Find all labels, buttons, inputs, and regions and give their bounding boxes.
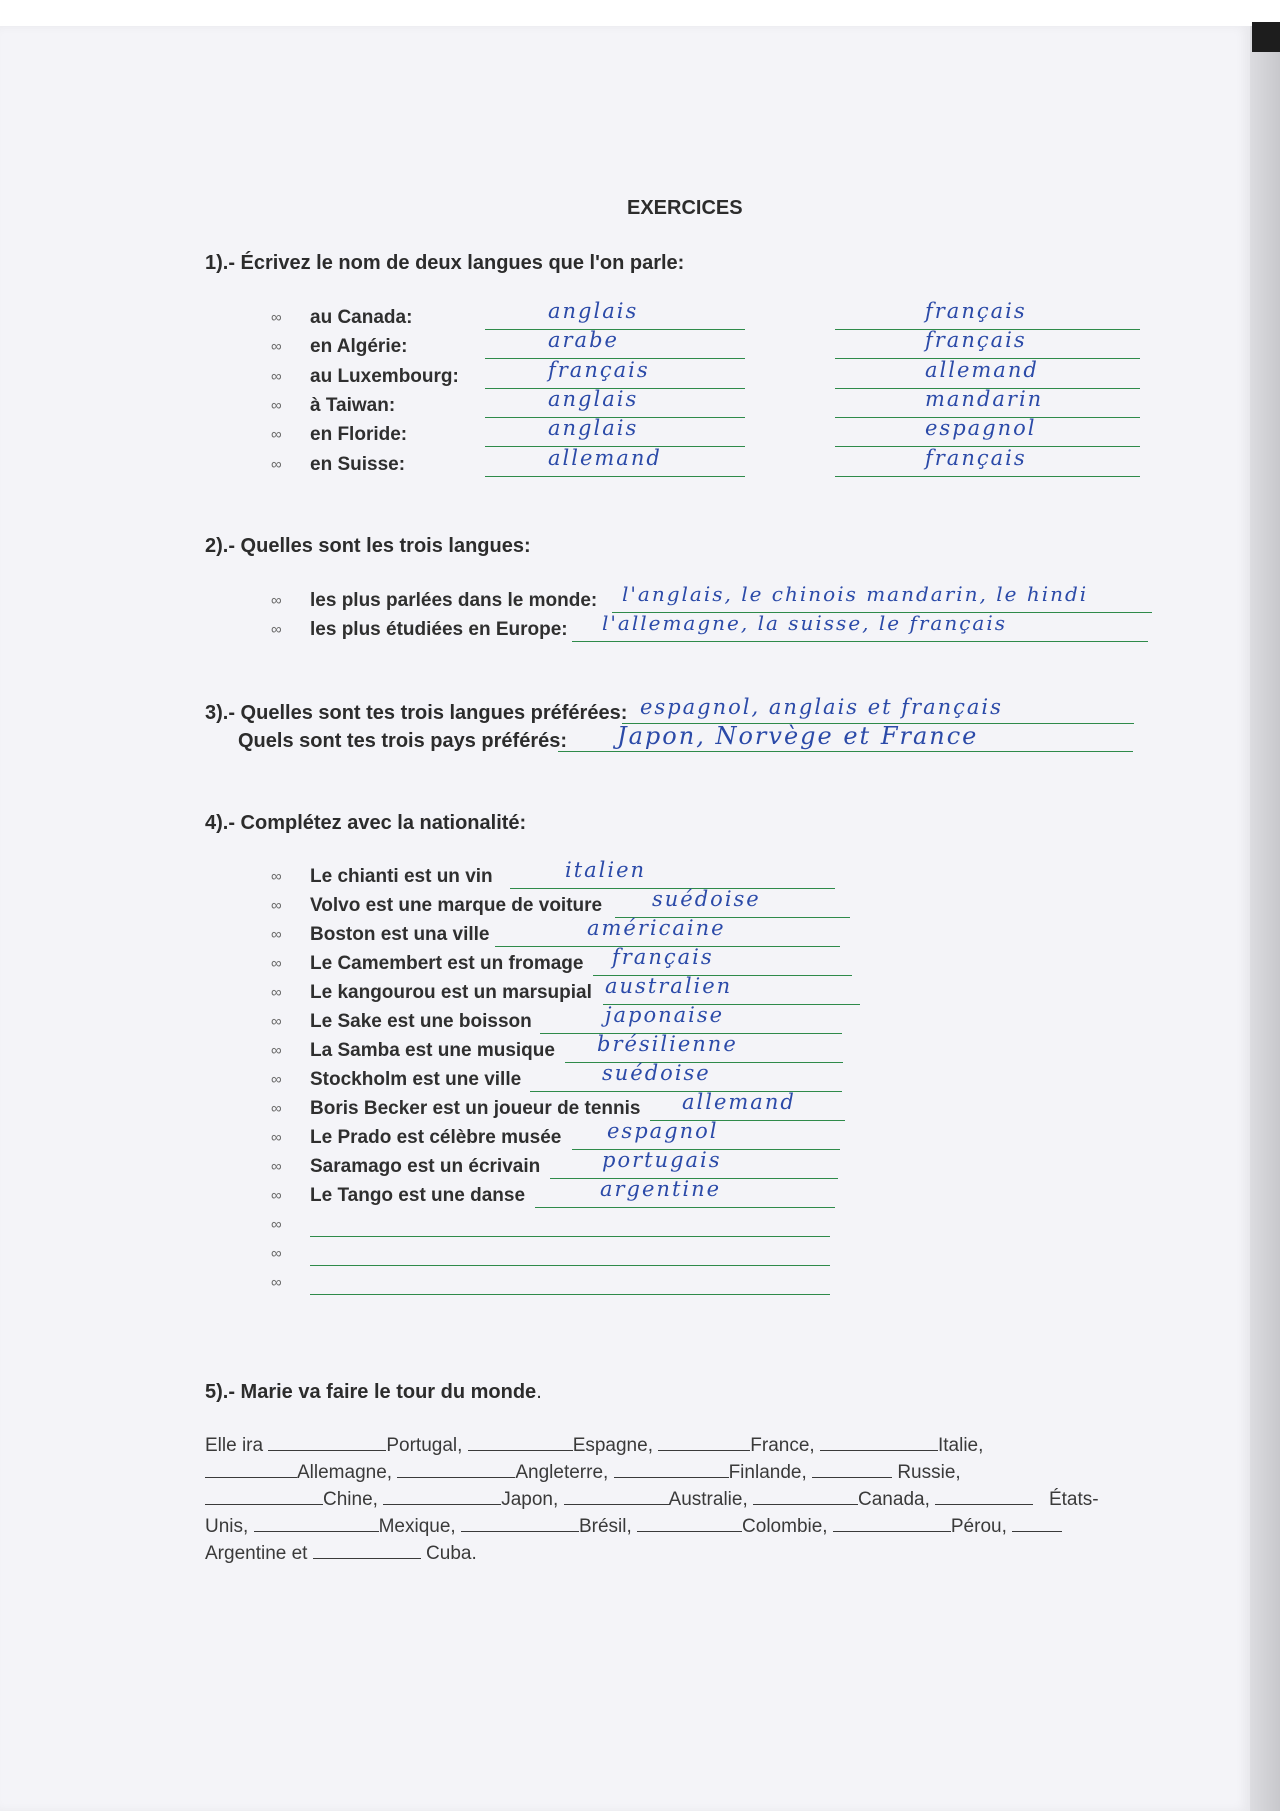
country-canada: Canada, [858, 1489, 930, 1510]
answer-favorite-countries: Japon, Norvège et France [617, 722, 979, 750]
answer-line [835, 476, 1140, 477]
question-label: les plus étudiées en Europe: [310, 619, 568, 640]
answer-nationality: argentine [600, 1177, 722, 1201]
blank [461, 1513, 579, 1532]
exercise-3-question-countries: Quels sont tes trois pays préférés: [238, 730, 568, 752]
blank [614, 1459, 729, 1478]
bullet-icon: ∞ [271, 1129, 282, 1146]
country-argentine: Argentine et [205, 1543, 308, 1564]
blank [254, 1513, 379, 1532]
answer-line [535, 1207, 835, 1208]
bullet-icon: ∞ [271, 1216, 282, 1233]
blank [564, 1486, 669, 1505]
answer-nationality: portugais [602, 1148, 722, 1172]
answer-language-1: anglais [548, 386, 639, 411]
country-angleterre: Angleterre, [515, 1462, 609, 1483]
country-bresil: Brésil, [578, 1516, 632, 1537]
bullet-icon: ∞ [271, 621, 282, 638]
answer-nationality: brésilienne [597, 1032, 738, 1056]
place-label: au Luxembourg: [310, 365, 459, 387]
answer-nationality: italien [565, 858, 647, 882]
answer-language-1: anglais [548, 416, 639, 441]
country-espagne: Espagne, [572, 1435, 653, 1456]
sentence-prompt: Le chianti est un vin [310, 866, 493, 887]
blank [313, 1540, 421, 1559]
answer-language-1: allemand [548, 445, 662, 470]
country-mexique: Mexique, [378, 1516, 456, 1537]
answer-nationality: japonaise [605, 1003, 725, 1027]
answer-language-1: arabe [548, 328, 619, 353]
sentence-prompt: Boris Becker est un joueur de tennis [310, 1098, 641, 1119]
blank [820, 1432, 938, 1451]
bullet-icon: ∞ [271, 955, 282, 972]
answer-line [485, 476, 745, 477]
answer-line [558, 751, 1133, 752]
ex5-intro: Elle ira [205, 1435, 264, 1456]
answer-nationality: suédoise [652, 887, 761, 911]
answer-languages: l'allemagne, la suisse, le français [602, 611, 1008, 635]
blank [658, 1432, 750, 1451]
exercise-5-heading [205, 1381, 542, 1404]
place-label: en Suisse: [310, 453, 406, 475]
sentence-prompt: Le Sake est une boisson [310, 1011, 532, 1032]
exercise-2-heading: 2).- Quelles sont les trois langues: [205, 535, 531, 557]
sentence-prompt: Le kangourou est un marsupial [310, 982, 592, 1003]
scan-corner-mark [1252, 22, 1280, 52]
country-allemagne: Allemagne, [297, 1462, 393, 1483]
place-label: à Taiwan: [310, 394, 396, 416]
blank [833, 1513, 951, 1532]
blank [935, 1486, 1033, 1505]
answer-nationality: allemand [682, 1090, 796, 1114]
answer-language-1: français [548, 357, 650, 382]
bullet-icon: ∞ [271, 1013, 282, 1030]
scan-top-margin [0, 0, 1280, 26]
exercise-1-heading: 1).- Écrivez le nom de deux langues que l'on parle: [205, 252, 685, 274]
country-australie: Australie, [668, 1489, 748, 1510]
sentence-prompt: Stockholm est une ville [310, 1069, 522, 1090]
blank [1012, 1513, 1062, 1532]
sentence-prompt: Saramago est un écrivain [310, 1156, 541, 1177]
bullet-icon: ∞ [271, 1100, 282, 1117]
answer-language-2: français [925, 299, 1027, 323]
answer-favorite-languages: espagnol, anglais et français [640, 695, 1003, 719]
place-label: en Algérie: [310, 336, 408, 358]
exercise-5-heading-end: . [536, 1381, 542, 1403]
answer-nationality: américaine [587, 916, 726, 940]
empty-answer-line [310, 1265, 830, 1266]
sentence-prompt: Volvo est une marque de voiture [310, 895, 603, 916]
sentence-prompt: Le Tango est une danse [310, 1185, 526, 1206]
bullet-icon: ∞ [271, 984, 282, 1001]
country-perou: Pérou, [950, 1516, 1007, 1537]
bullet-icon: ∞ [271, 1245, 282, 1262]
bullet-icon: ∞ [271, 1187, 282, 1204]
bullet-icon: ∞ [271, 367, 282, 385]
place-label: au Canada: [310, 307, 413, 328]
bullet-icon: ∞ [271, 1042, 282, 1059]
empty-answer-line [310, 1236, 830, 1237]
answer-language-2: mandarin [925, 386, 1044, 411]
country-france: France, [750, 1435, 815, 1456]
exercise-5-text [205, 1432, 1135, 1567]
answer-language-2: espagnol [925, 416, 1037, 441]
country-colombie: Colombie, [742, 1516, 828, 1537]
bullet-icon: ∞ [271, 926, 282, 943]
page-edge [1250, 26, 1280, 1811]
bullet-icon: ∞ [271, 868, 282, 885]
answer-line [572, 641, 1148, 642]
country-italie: Italie, [937, 1435, 984, 1456]
sentence-prompt: Le Camembert est un fromage [310, 953, 584, 974]
page-title: EXERCICES [627, 197, 743, 219]
blank [637, 1513, 742, 1532]
sentence-prompt: Boston est una ville [310, 924, 490, 945]
place-label: en Floride: [310, 424, 408, 446]
blank [812, 1459, 892, 1478]
answer-language-1: anglais [548, 299, 639, 323]
bullet-icon: ∞ [271, 1158, 282, 1175]
country-unis: Unis, [205, 1516, 249, 1537]
exercise-4-heading: 4).- Complétez avec la nationalité: [205, 812, 527, 834]
blank [753, 1486, 858, 1505]
country-russie: Russie, [897, 1462, 961, 1483]
bullet-icon: ∞ [271, 1274, 282, 1291]
exercise-3-question-languages: 3).- Quelles sont tes trois langues préférées: [205, 702, 628, 724]
bullet-icon: ∞ [271, 426, 282, 444]
country-japon: Japon, [501, 1489, 559, 1510]
answer-nationality: suédoise [602, 1061, 711, 1085]
exercise-5-heading-text: 5).- Marie va faire le tour du monde [205, 1381, 537, 1403]
bullet-icon: ∞ [271, 309, 282, 326]
country-etats: États- [1048, 1489, 1099, 1510]
blank [397, 1459, 515, 1478]
bullet-icon: ∞ [271, 338, 282, 356]
bullet-icon: ∞ [271, 592, 282, 609]
blank [268, 1432, 386, 1451]
answer-language-2: allemand [925, 357, 1039, 382]
answer-language-2: français [925, 445, 1027, 470]
answer-nationality: français [612, 945, 714, 969]
empty-answer-line [310, 1294, 830, 1295]
country-portugal: Portugal, [386, 1435, 463, 1456]
blank [205, 1459, 297, 1478]
answer-nationality: australien [605, 974, 733, 998]
answer-languages: l'anglais, le chinois mandarin, le hindi [622, 582, 1089, 606]
sentence-prompt: La Samba est une musique [310, 1040, 555, 1061]
blank [468, 1432, 573, 1451]
blank [205, 1486, 323, 1505]
bullet-icon: ∞ [271, 396, 282, 414]
bullet-icon: ∞ [271, 455, 282, 473]
bullet-icon: ∞ [271, 1071, 282, 1088]
country-cuba: Cuba. [426, 1543, 477, 1564]
country-finlande: Finlande, [728, 1462, 807, 1483]
bullet-icon: ∞ [271, 897, 282, 914]
sentence-prompt: Le Prado est célèbre musée [310, 1127, 562, 1148]
blank [383, 1486, 501, 1505]
answer-language-2: français [925, 328, 1027, 353]
question-label: les plus parlées dans le monde: [310, 590, 598, 611]
country-chine: Chine, [323, 1489, 378, 1510]
answer-nationality: espagnol [607, 1119, 719, 1143]
